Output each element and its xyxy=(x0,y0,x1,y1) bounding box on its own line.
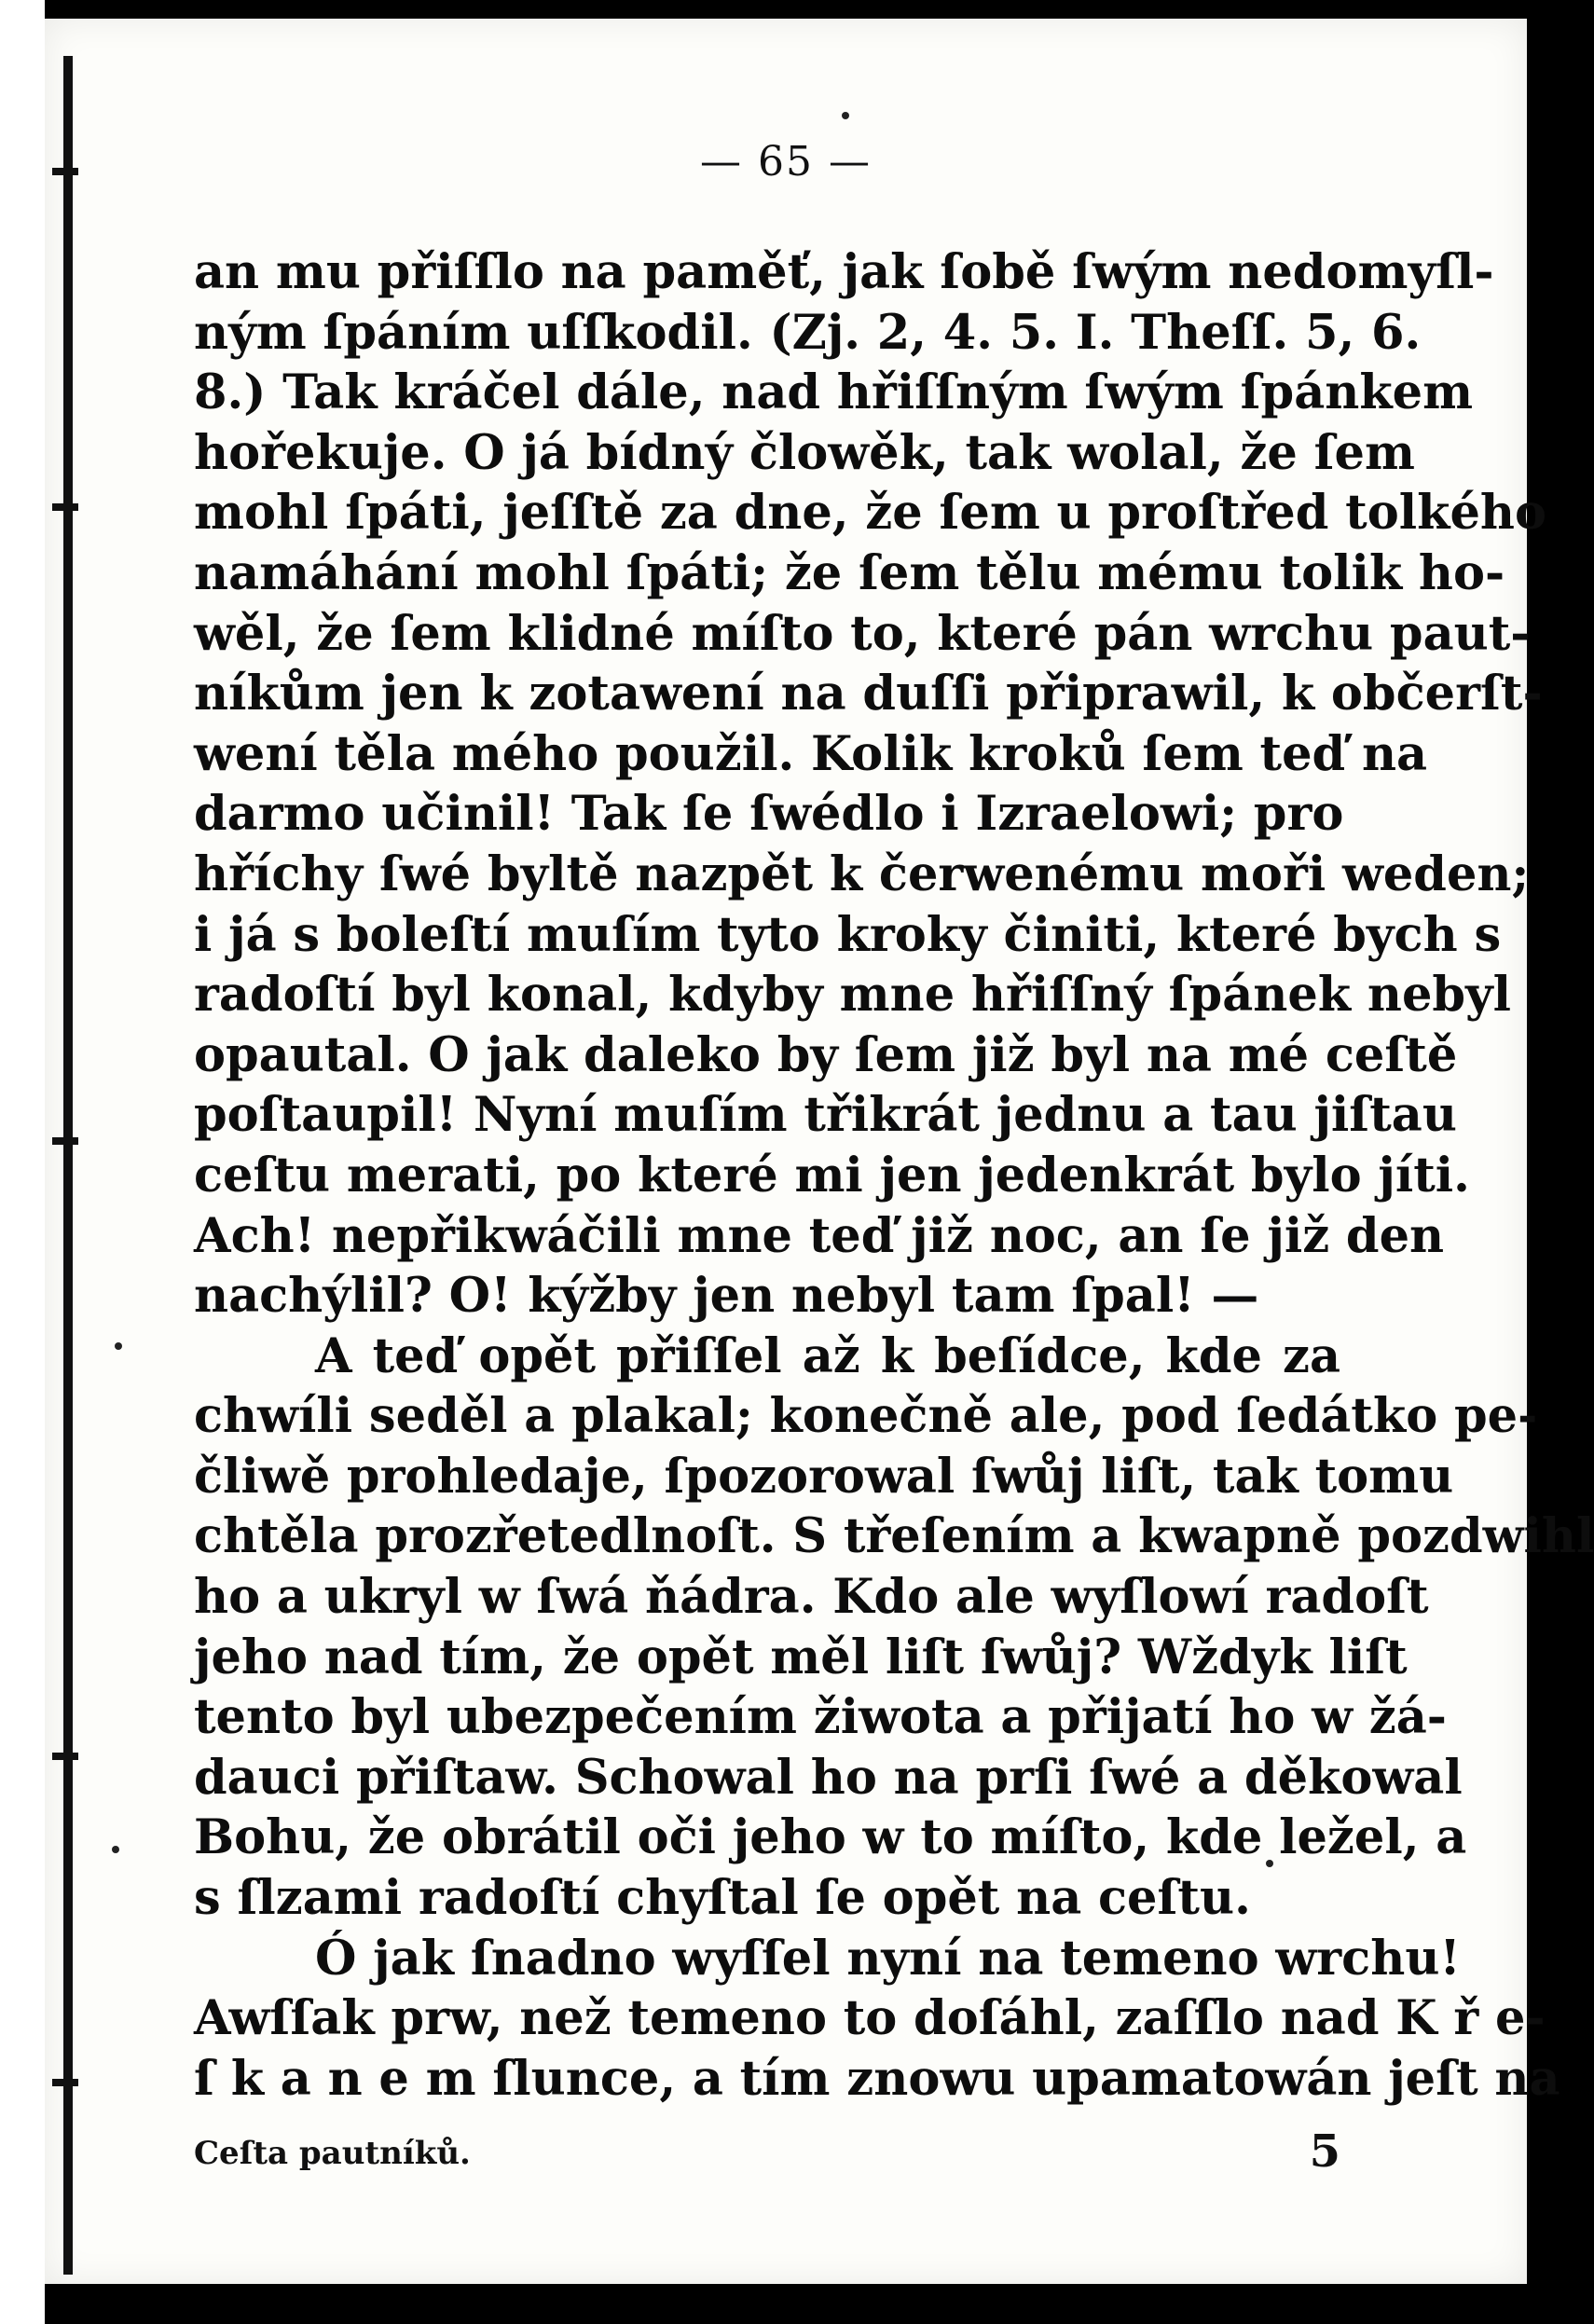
text-line: ho a ukryl w ſwá ňádra. Kdo ale wyſlowí radoſt xyxy=(194,1569,1429,1626)
text-line: wěl, že ſem klidné míſto to, které pán wrchu paut- xyxy=(194,605,1531,662)
page-number: — 65 — xyxy=(700,138,872,186)
text-line: hříchy ſwé byltě nazpět k čerwenému moři weden; xyxy=(194,846,1530,902)
print-speck xyxy=(112,1846,119,1853)
print-speck xyxy=(115,1342,122,1350)
text-line: s ſlzami radoſtí chyſtal ſe opět na ceſtu. xyxy=(194,1870,1251,1927)
text-line: Ach! nepřikwáčili mne teď již noc, an ſe již den xyxy=(194,1207,1445,1264)
text-line: poſtaupil! Nyní muſím třikrát jednu a tau jiſtau xyxy=(194,1087,1457,1144)
text-line: dauci přiſtaw. Schowal ho na prſi ſwé a děkowal xyxy=(194,1749,1463,1806)
print-speck xyxy=(842,112,849,119)
text-line: níkům jen k zotawení na duſſi připrawil, k občerſt- xyxy=(194,666,1543,722)
text-line: an mu přiſſlo na paměť, jak ſobě ſwým nedomyſl- xyxy=(194,244,1494,300)
text-line: chwíli seděl a plakal; konečně ale, pod ſedátko pe- xyxy=(194,1388,1538,1445)
text-line: namáhání mohl ſpáti; že ſem tělu mému tolik ho- xyxy=(194,544,1505,601)
text-line: ſ k a n e m ſlunce, a tím znowu upamatowán jeſt na xyxy=(194,2050,1560,2107)
text-line: i já s boleſtí muſím tyto kroky činiti, které bych s xyxy=(194,906,1502,963)
text-line: ceſtu merati, po které mi jen jedenkrát bylo jíti. xyxy=(194,1147,1470,1203)
text-line: opautal. O jak daleko by ſem již byl na mé ceſtě xyxy=(194,1026,1458,1083)
scan-margin xyxy=(0,0,45,2324)
text-line: radoſtí byl konal, kdyby mne hřiſſný ſpánek nebyl xyxy=(194,967,1512,1024)
binding-mark xyxy=(52,2079,78,2086)
book-page xyxy=(45,19,1594,2284)
text-line: mohl ſpáti, jeſſtě za dne, že ſem u proſtřed tolkého xyxy=(194,485,1546,542)
body-text xyxy=(194,242,1594,2109)
text-line: tento byl ubezpečením žiwota a přijatí ho w žá- xyxy=(194,1689,1447,1746)
text-line: chtěla prozřetedlnoſt. S třeſením a kwapně pozdwihl xyxy=(194,1508,1594,1565)
footer-sheet-number: 5 xyxy=(1309,2125,1340,2178)
binding-mark xyxy=(52,1137,78,1145)
text-line: jeho nad tím, že opět měl liſt ſwůj? Wždyk liſt xyxy=(194,1629,1408,1685)
binding-mark xyxy=(52,1753,78,1760)
binding-mark xyxy=(52,503,78,511)
binding-edge xyxy=(63,56,73,2275)
text-line: nachýlil? O! kýžby jen nebyl tam ſpal! — xyxy=(194,1268,1259,1325)
text-line: Ó jak ſnadno wyſſel nyní na temeno wrchu! xyxy=(315,1930,1461,1987)
footer-signature: Ceſta pautníků. xyxy=(194,2135,471,2172)
text-line: Awſſak prw, než temeno to doſáhl, zaſſlo nad K ř e- xyxy=(194,1990,1546,2047)
text-line: A teď opět přiſſel až k beſídce, kde za xyxy=(315,1327,1340,1384)
text-line: 8.) Tak kráčel dále, nad hřiſſným ſwým ſpánkem xyxy=(194,364,1474,421)
text-line: wení těla mého použil. Kolik kroků ſem teď na xyxy=(194,725,1428,782)
text-line: čliwě prohledaje, ſpozorowal ſwůj liſt, tak tomu xyxy=(194,1448,1454,1505)
text-line: Bohu, že obrátil oči jeho w to míſto, kde ležel, a xyxy=(194,1809,1467,1866)
text-line: ným ſpáním uſſkodil. (Zj. 2, 4. 5. I. Theſſ. 5, 6. xyxy=(194,304,1422,361)
text-line: darmo učinil! Tak ſe ſwédlo i Izraelowi; pro xyxy=(194,786,1344,843)
text-line: hořekuje. O já bídný člowěk, tak wolal, že ſem xyxy=(194,424,1415,481)
